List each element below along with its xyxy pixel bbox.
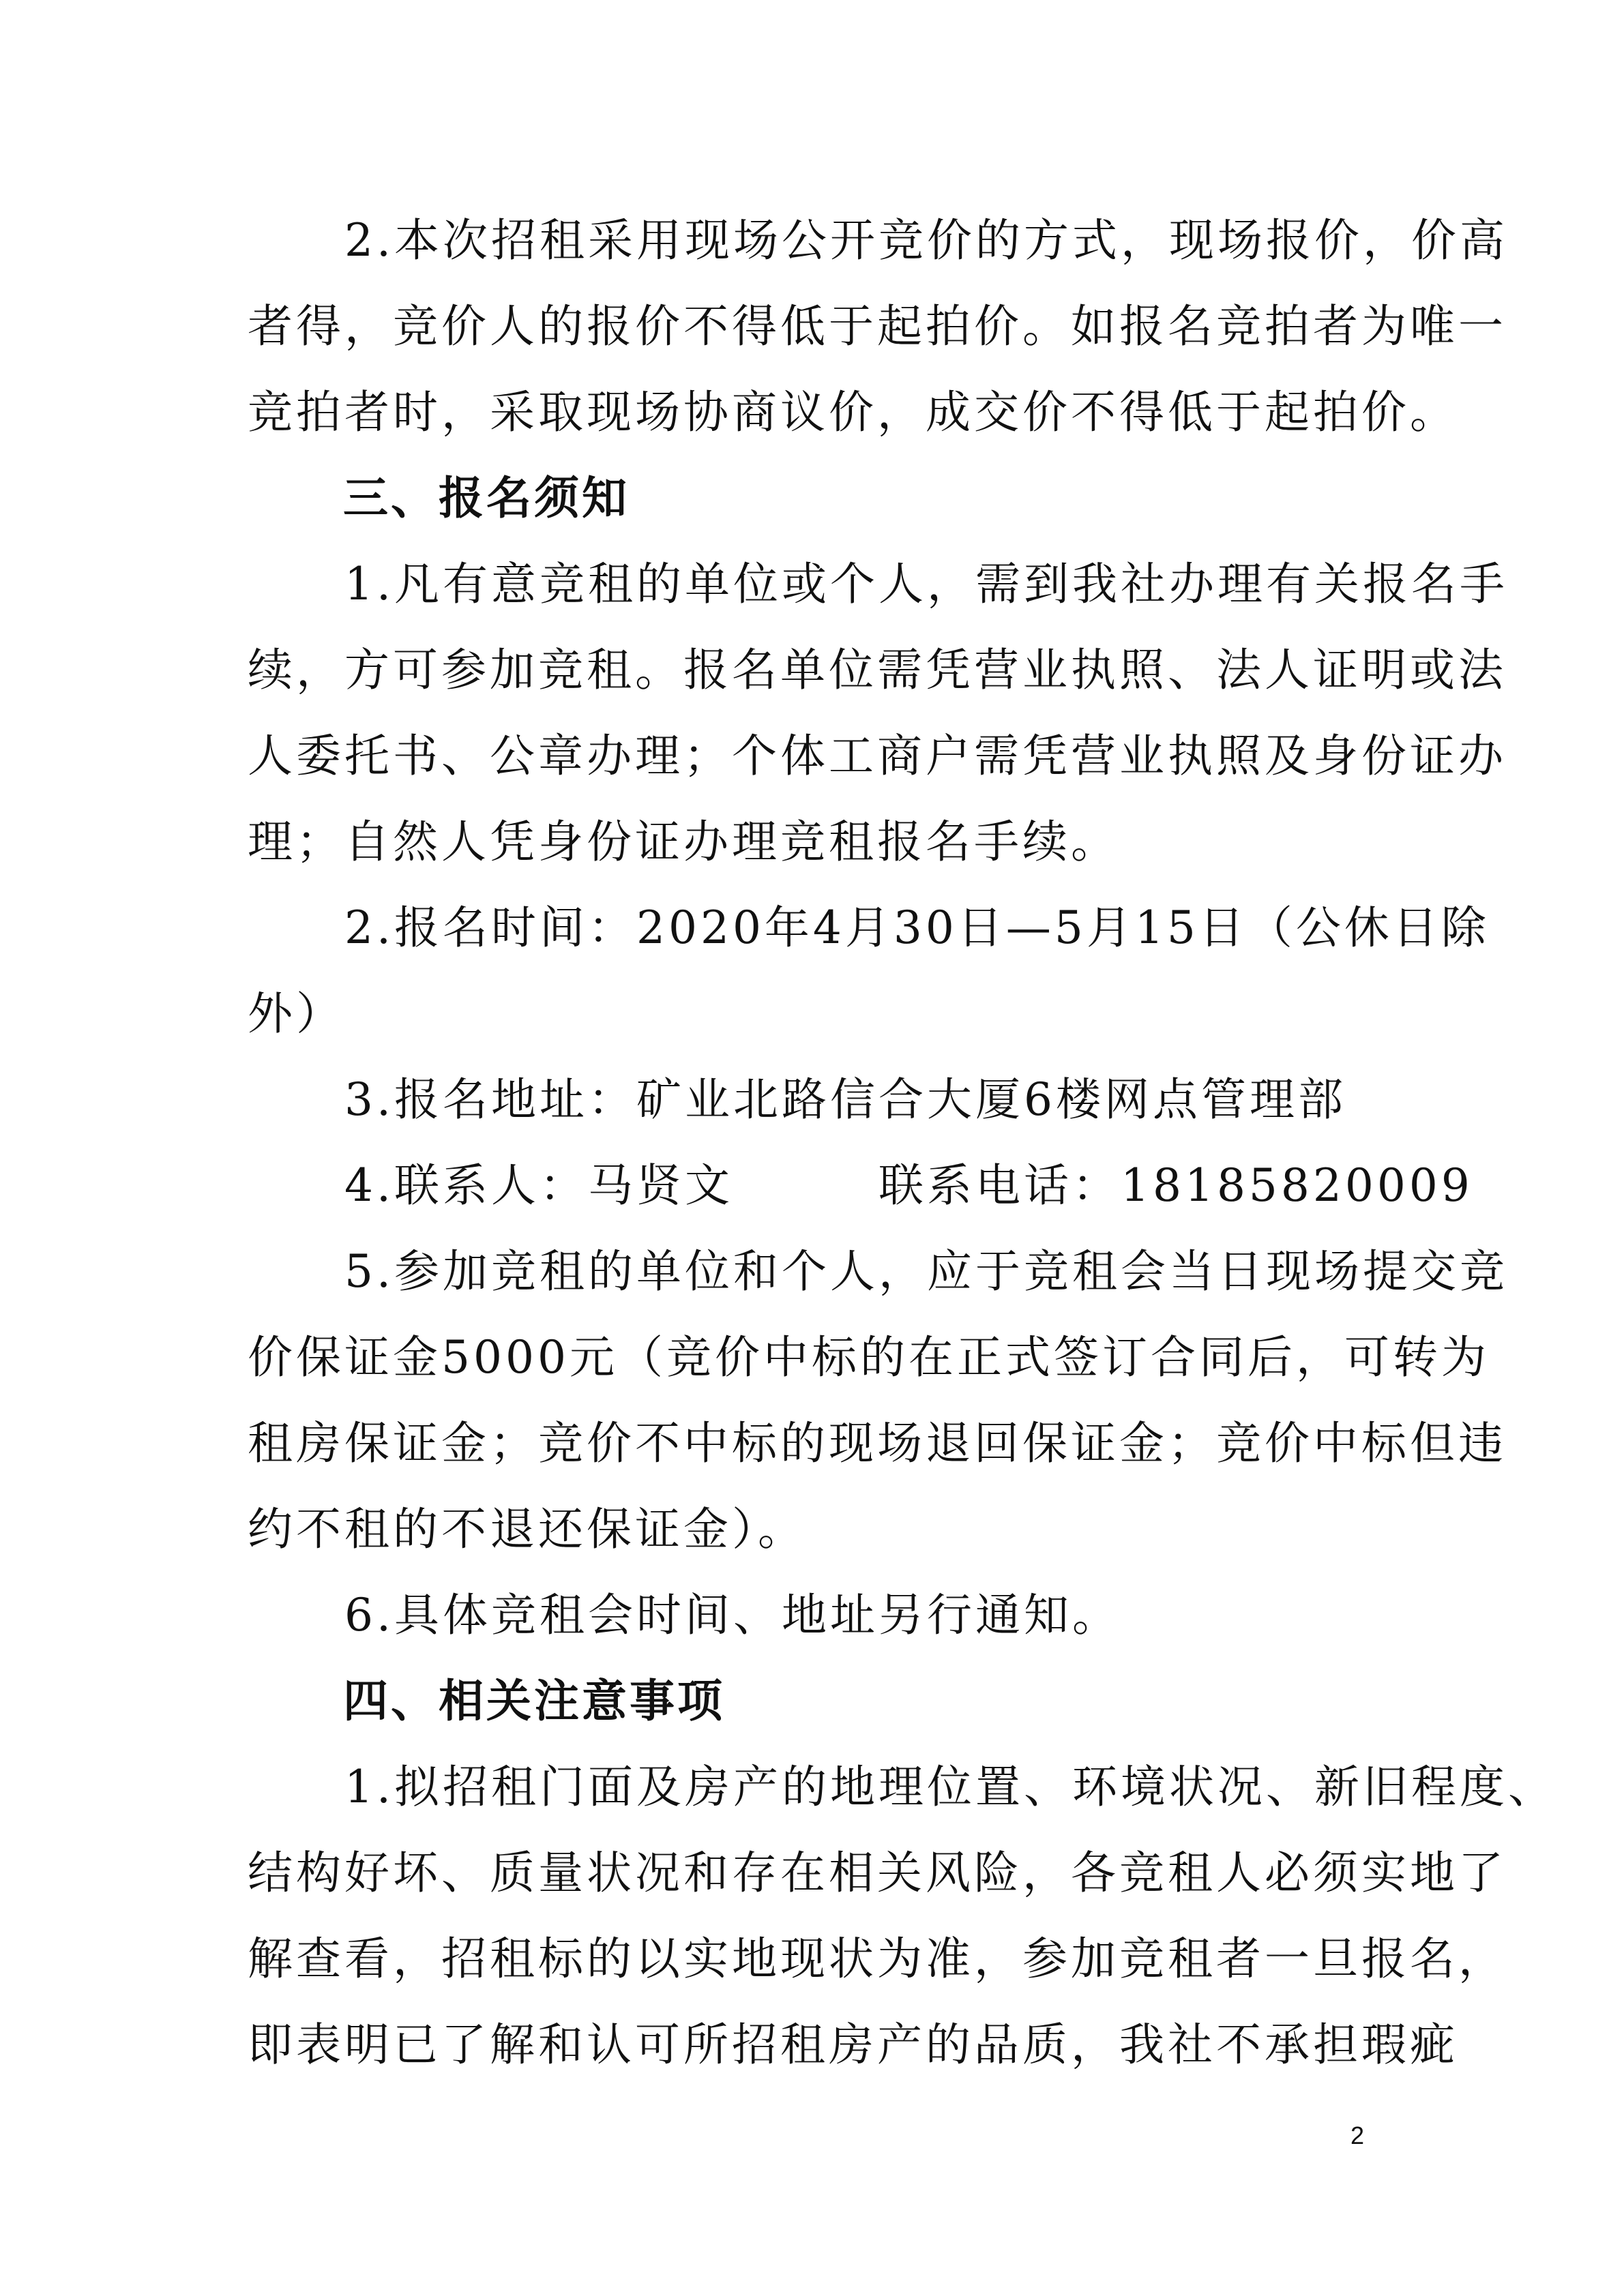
section-heading-registration: 三、报名须知 bbox=[248, 472, 630, 524]
paragraph-line: 1.凡有意竞租的单位或个人，需到我社办理有关报名手 bbox=[248, 558, 1508, 610]
paragraph-line: 1.拟招租门面及房产的地理位置、环境状况、新旧程度、 bbox=[248, 1761, 1556, 1813]
paragraph-line: 解查看，招租标的以实地现状为准，参加竞租者一旦报名， bbox=[248, 1933, 1507, 1985]
paragraph-line: 3.报名地址：矿业北路信合大厦6楼网点管理部 bbox=[248, 1073, 1346, 1126]
paragraph-line: 4.联系人：马贤文 联系电话：18185820009 bbox=[248, 1159, 1473, 1212]
paragraph-line: 2.本次招租采用现场公开竞价的方式，现场报价，价高 bbox=[248, 214, 1508, 267]
page-number: 2 bbox=[1350, 2121, 1365, 2149]
paragraph-line: 约不租的不退还保证金）。 bbox=[248, 1503, 806, 1555]
paragraph-line: 外） bbox=[248, 987, 344, 1040]
paragraph-line: 竞拍者时，采取现场协商议价，成交价不得低于起拍价。 bbox=[248, 386, 1458, 438]
section-heading-notes: 四、相关注意事项 bbox=[248, 1675, 725, 1727]
paragraph-line: 6.具体竞租会时间、地址另行通知。 bbox=[248, 1589, 1121, 1641]
paragraph-line: 续，方可参加竞租。报名单位需凭营业执照、法人证明或法 bbox=[248, 644, 1507, 696]
paragraph-line: 理；自然人凭身份证办理竞租报名手续。 bbox=[248, 816, 1119, 868]
paragraph-line: 即表明已了解和认可所招租房产的品质，我社不承担瑕疵 bbox=[248, 2018, 1458, 2071]
paragraph-line: 者得，竞价人的报价不得低于起拍价。如报名竞拍者为唯一 bbox=[248, 300, 1507, 353]
paragraph-line: 人委托书、公章办理；个体工商户需凭营业执照及身份证办 bbox=[248, 730, 1507, 782]
paragraph-line: 租房保证金；竞价不中标的现场退回保证金；竞价中标但违 bbox=[248, 1417, 1507, 1470]
paragraph-line: 5.参加竞租的单位和个人，应于竞租会当日现场提交竞 bbox=[248, 1245, 1508, 1298]
paragraph-line: 2.报名时间：2020年4月30日—5月15日（公休日除 bbox=[248, 901, 1490, 954]
paragraph-line: 价保证金5000元（竞价中标的在正式签订合同后，可转为 bbox=[248, 1331, 1490, 1384]
paragraph-line: 结构好坏、质量状况和存在相关风险，各竞租人必须实地了 bbox=[248, 1847, 1507, 1899]
